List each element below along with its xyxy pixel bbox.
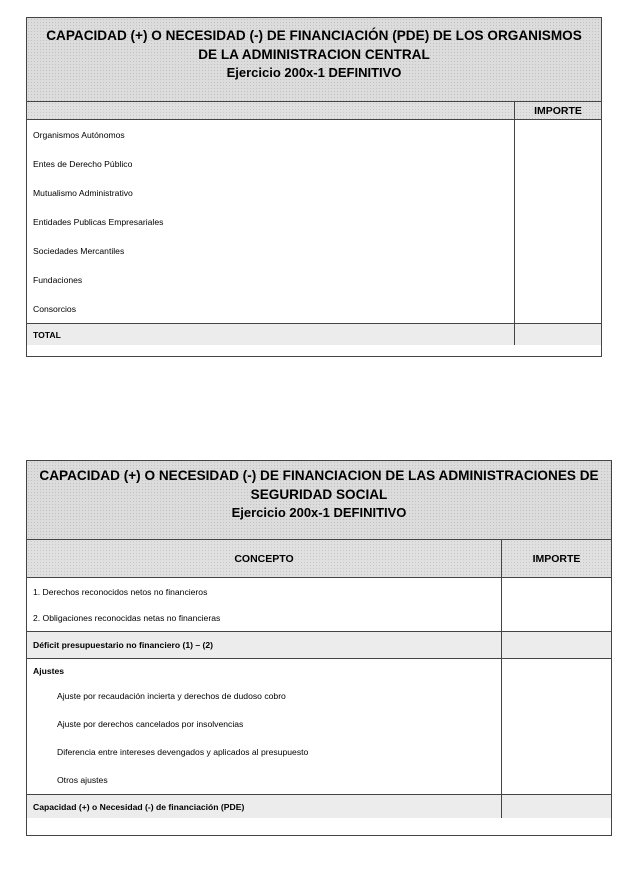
table-row bbox=[27, 236, 601, 265]
table-year: Ejercicio 200x-1 DEFINITIVO bbox=[226, 65, 402, 80]
row-amount-cell[interactable] bbox=[514, 236, 601, 265]
row-amount-cell[interactable] bbox=[501, 795, 611, 818]
row-label: Capacidad (+) o Necesidad (-) de financiación (PDE) bbox=[33, 801, 245, 812]
row-label: Entidades Publicas Empresariales bbox=[33, 216, 164, 227]
row-label: Fundaciones bbox=[33, 274, 83, 285]
table-row bbox=[27, 766, 611, 794]
table-row-ajustes bbox=[27, 658, 611, 682]
table-title-line1: CAPACIDAD (+) O NECESIDAD (-) DE FINANCIACIÓN (PDE) DE LOS ORGANISMOS bbox=[46, 28, 582, 43]
column-header-concept: CONCEPTO bbox=[234, 552, 294, 565]
row-amount-cell[interactable] bbox=[501, 632, 611, 658]
row-label: Ajuste por recaudación incierta y derechos de dudoso cobro bbox=[57, 691, 286, 701]
row-label: Ajustes bbox=[33, 665, 65, 676]
table-header bbox=[27, 18, 601, 102]
table-seguridad-social bbox=[26, 460, 612, 836]
row-amount-cell[interactable] bbox=[514, 149, 601, 178]
table-title-line1: CAPACIDAD (+) O NECESIDAD (-) DE FINANCIACION DE LAS ADMINISTRACIONES DE bbox=[39, 468, 599, 483]
row-label: Ajuste por derechos cancelados por insolvencias bbox=[57, 719, 244, 729]
row-amount-cell[interactable] bbox=[514, 265, 601, 294]
row-label: Sociedades Mercantiles bbox=[33, 245, 125, 256]
table-row bbox=[27, 178, 601, 207]
table-header bbox=[27, 461, 611, 540]
table-row bbox=[27, 294, 601, 323]
table-title-line2: DE LA ADMINISTRACION CENTRAL bbox=[198, 47, 430, 62]
row-amount-cell[interactable] bbox=[514, 324, 601, 345]
table-row bbox=[27, 710, 611, 738]
table-body bbox=[27, 120, 601, 323]
table-year: Ejercicio 200x-1 DEFINITIVO bbox=[231, 505, 407, 520]
column-header-importe: IMPORTE bbox=[501, 540, 611, 577]
table-row bbox=[27, 207, 601, 236]
table-row bbox=[27, 578, 611, 605]
row-amount-cell[interactable] bbox=[514, 294, 601, 323]
table-row bbox=[27, 605, 611, 631]
table-row bbox=[27, 682, 611, 710]
column-header-concept bbox=[27, 102, 514, 119]
table-organismos bbox=[26, 17, 602, 357]
row-label: TOTAL bbox=[33, 329, 61, 340]
ajustes-items bbox=[27, 682, 611, 794]
column-header-importe: IMPORTE bbox=[514, 102, 601, 119]
row-label: 2. Obligaciones reconocidas netas no financieras bbox=[33, 613, 221, 623]
column-header-row bbox=[27, 102, 601, 120]
row-amount-cell[interactable] bbox=[514, 120, 601, 149]
table-row bbox=[27, 265, 601, 294]
row-label: Entes de Derecho Público bbox=[33, 158, 133, 169]
row-amount-cell[interactable] bbox=[501, 659, 611, 682]
row-amount-cell[interactable] bbox=[501, 738, 611, 766]
table-row bbox=[27, 120, 601, 149]
table-row bbox=[27, 738, 611, 766]
row-amount-cell[interactable] bbox=[514, 207, 601, 236]
row-amount-cell[interactable] bbox=[501, 605, 611, 631]
table-row-deficit bbox=[27, 631, 611, 658]
row-label: Déficit presupuestario no financiero (1) – (2) bbox=[33, 640, 214, 650]
column-header-row bbox=[27, 540, 611, 578]
row-label: Mutualismo Administrativo bbox=[33, 187, 133, 198]
row-label: Diferencia entre intereses devengados y aplicados al presupuesto bbox=[57, 747, 309, 757]
table-row-final bbox=[27, 794, 611, 818]
table-title-line2: SEGURIDAD SOCIAL bbox=[250, 487, 388, 502]
row-amount-cell[interactable] bbox=[501, 682, 611, 710]
row-label: Organismos Autónomos bbox=[33, 129, 125, 140]
row-label: 1. Derechos reconocidos netos no financieros bbox=[33, 586, 208, 597]
table-row bbox=[27, 149, 601, 178]
row-amount-cell[interactable] bbox=[501, 578, 611, 605]
row-label: Consorcios bbox=[33, 303, 76, 314]
row-amount-cell[interactable] bbox=[514, 178, 601, 207]
table-row-total bbox=[27, 323, 601, 345]
row-label: Otros ajustes bbox=[57, 775, 108, 785]
row-amount-cell[interactable] bbox=[501, 766, 611, 794]
row-amount-cell[interactable] bbox=[501, 710, 611, 738]
